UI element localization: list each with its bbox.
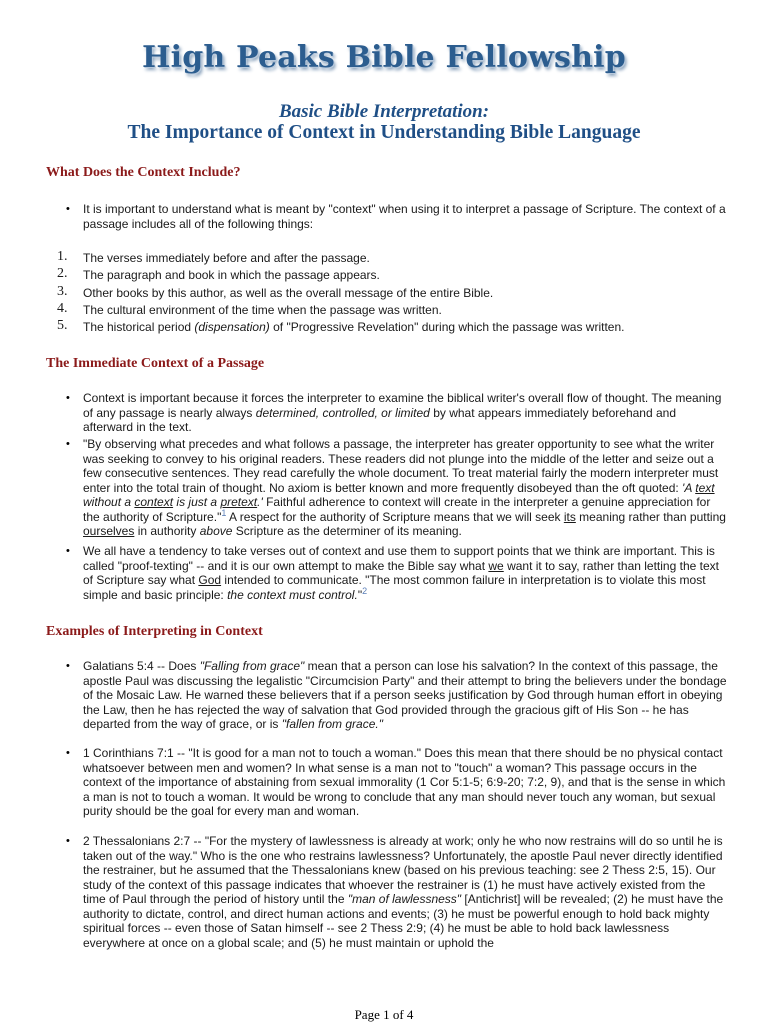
list-item [57,284,723,301]
bullet-text: Context is important because it forces the interpreter to examine the biblical writer's overall flow of thought. The meaning of any passage is nearly always [83,391,722,420]
quote-part: 'A [682,480,696,495]
list-number: 2. [57,266,68,281]
bullet-text: mean that a person can lose his salvation? In the context of this passage, the apostle Paul was discussing the legalistic "Circumcision Party" and their attempt to bring the believers under the bondage of the Mosaic Law. He warned these believers that if a person seeks justification by God through human effort in obeying the Law, then he has rejected the way of salvation that God provided through the gracious gift of His Son -- he has departed from the way of grace, or is [83,659,727,731]
bullet-emphasis: "man of lawlessness" [347,892,462,906]
underlined-god: God [198,573,222,587]
list-item [57,266,723,283]
bullet-emphasis: "Falling from grace" [199,659,305,673]
list-item-text: The historical period [83,320,195,334]
list-item-text: The cultural environment of the time when the passage was written. [83,303,442,317]
bullet-text: want it to say, rather than letting the text of Scripture say what [83,558,719,587]
context-bullet-2 [83,437,728,539]
context-bullet-1 [83,391,728,435]
example-bullet-thessalonians [83,834,728,950]
bullet-text: by what appears immediately beforehand and afterward in the text. [83,405,677,434]
list-item-text: The paragraph and book in which the passage appears. [83,268,380,282]
bullet-text: 2 Thessalonians 2:7 -- "For the mystery of lawlessness is already at work; only he who now restrains will do so until he is taken out of the way." Who is the one who restrains lawlessness? Unfortunately, the apostle Paul never directly identified the restrainer, but he assumed that the Thessalonians knew (based on his previous teaching: see 2 Thess 2:5, 15). Our study of the context of this passage indicates that whoever the restrainer is (1) he must have actively existed from the time of Paul through the period of history until the [83,834,723,906]
quote-part: without a [83,495,135,509]
bullet-emphasis: determined, controlled, or limited [255,405,430,420]
quote-underlined-context: context [134,495,174,509]
intro-bullet: • It is important to understand what is meant by "context" when using it to interpret a passage of Scripture. The context of a passage includes all of the following things: [83,202,728,231]
example-bullet-galatians [83,659,728,732]
quote-part: is just a [173,495,221,509]
bullet-text: " [357,587,363,602]
context-bullet-3 [83,544,728,602]
emphasis-context-control: the context must control. [227,587,358,602]
page-subtitle: Basic Bible Interpretation: [278,101,490,122]
list-item-text: The verses immediately before and after the passage. [83,251,370,265]
section-heading-immediate-context: The Immediate Context of a Passage [46,356,265,371]
bullet-text: Scripture as the determiner of its meaning. [232,524,462,538]
section-heading-examples: Examples of Interpreting in Context [46,624,263,639]
list-item [57,318,723,335]
site-logo: High Peaks Bible Fellowship [142,40,626,75]
quote-part: .' [257,495,263,509]
bullet-emphasis: "fallen from grace." [281,717,383,731]
underlined-we: we [488,558,504,573]
quote-underlined-pretext: pretext [220,495,258,509]
bullet-text: Faithful adherence to context will create in the interpreter a genuine appreciation for the authority of Scripture." [83,495,711,524]
bullet-text: in authority [134,524,200,538]
bullet-text: 1 Corinthians 7:1 -- "It is good for a man not to touch a woman." Does this mean that there should be no physical contact whatsoever between men and women? In what sense is a man not to "touch" a woman? This passage occurs in the context of the importance of abstaining from sexual immorality (1 Cor 5:1-5; 6:9-20; 7:2, 9), and that is the sense in which a man is not to touch a woman. It would be wrong to conclude that any man should never touch any woman, but sexual purity should be the goal for every man and woman. [83,746,726,818]
footnote-link-2[interactable]: 2 [362,585,368,596]
bullet-text: meaning rather than putting [575,509,726,524]
section-heading-context-include: What Does the Context Include? [46,165,241,180]
bullet-text: Galatians 5:4 -- Does [83,659,200,673]
list-number: 3. [57,284,68,299]
list-item [57,249,723,266]
bullet-text: [Antichrist] will be revealed; (2) he must have the authority to dictate, control, and direct human actions and events; (3) he must be powerful enough to hold back mighty spiritual forces -- even those of Satan himself -- see 2 Thess 2:9; (4) he must be able to hold back lawlessness everywhere at once on a global scale; and (5) he must maintain or uphold the [83,892,724,950]
page-number: Page 1 of 4 [354,1007,414,1022]
list-number: 1. [57,249,68,264]
list-number: 4. [57,301,68,316]
list-item-text: of "Progressive Revelation" during which the passage was written. [269,320,625,334]
bullet-text: "By observing what precedes and what follows a passage, the interpreter has greater opportunity to see what the writer was seeking to convey to his original readers. These readers did not plunge into the middle of the letter and seize out a few consecutive sentences. They read carefully the whole document. To treat material fairly the modern interpreter must enter into the total train of thought. No axiom is better known and more frequently disobeyed than the oft quoted: [83,437,719,495]
bullet-text: intended to communicate. "The most common failure in interpretation is to violate this most simple and basic principle: [83,573,706,602]
list-item-emphasis: (dispensation) [194,320,270,334]
bullet-text: A respect for the authority of Scripture means that we will seek [226,509,564,524]
footnote-link-1[interactable]: 1 [221,507,227,518]
page-title: The Importance of Context in Understanding Bible Language [127,122,641,143]
underlined-ourselves: ourselves [83,524,135,538]
underlined-its: its [563,509,576,524]
bullet-text: We all have a tendency to take verses out of context and use them to support points that we think are important. This is called "proof-texting" -- and it is our own attempt to make the Bible say what [83,544,715,573]
quote-underlined-text: text [695,480,715,495]
list-item-text: Other books by this author, as well as the overall message of the entire Bible. [83,286,494,300]
emphasis-above: above [199,524,233,538]
list-item [57,301,723,318]
list-number: 5. [57,318,68,333]
example-bullet-corinthians [83,746,728,819]
